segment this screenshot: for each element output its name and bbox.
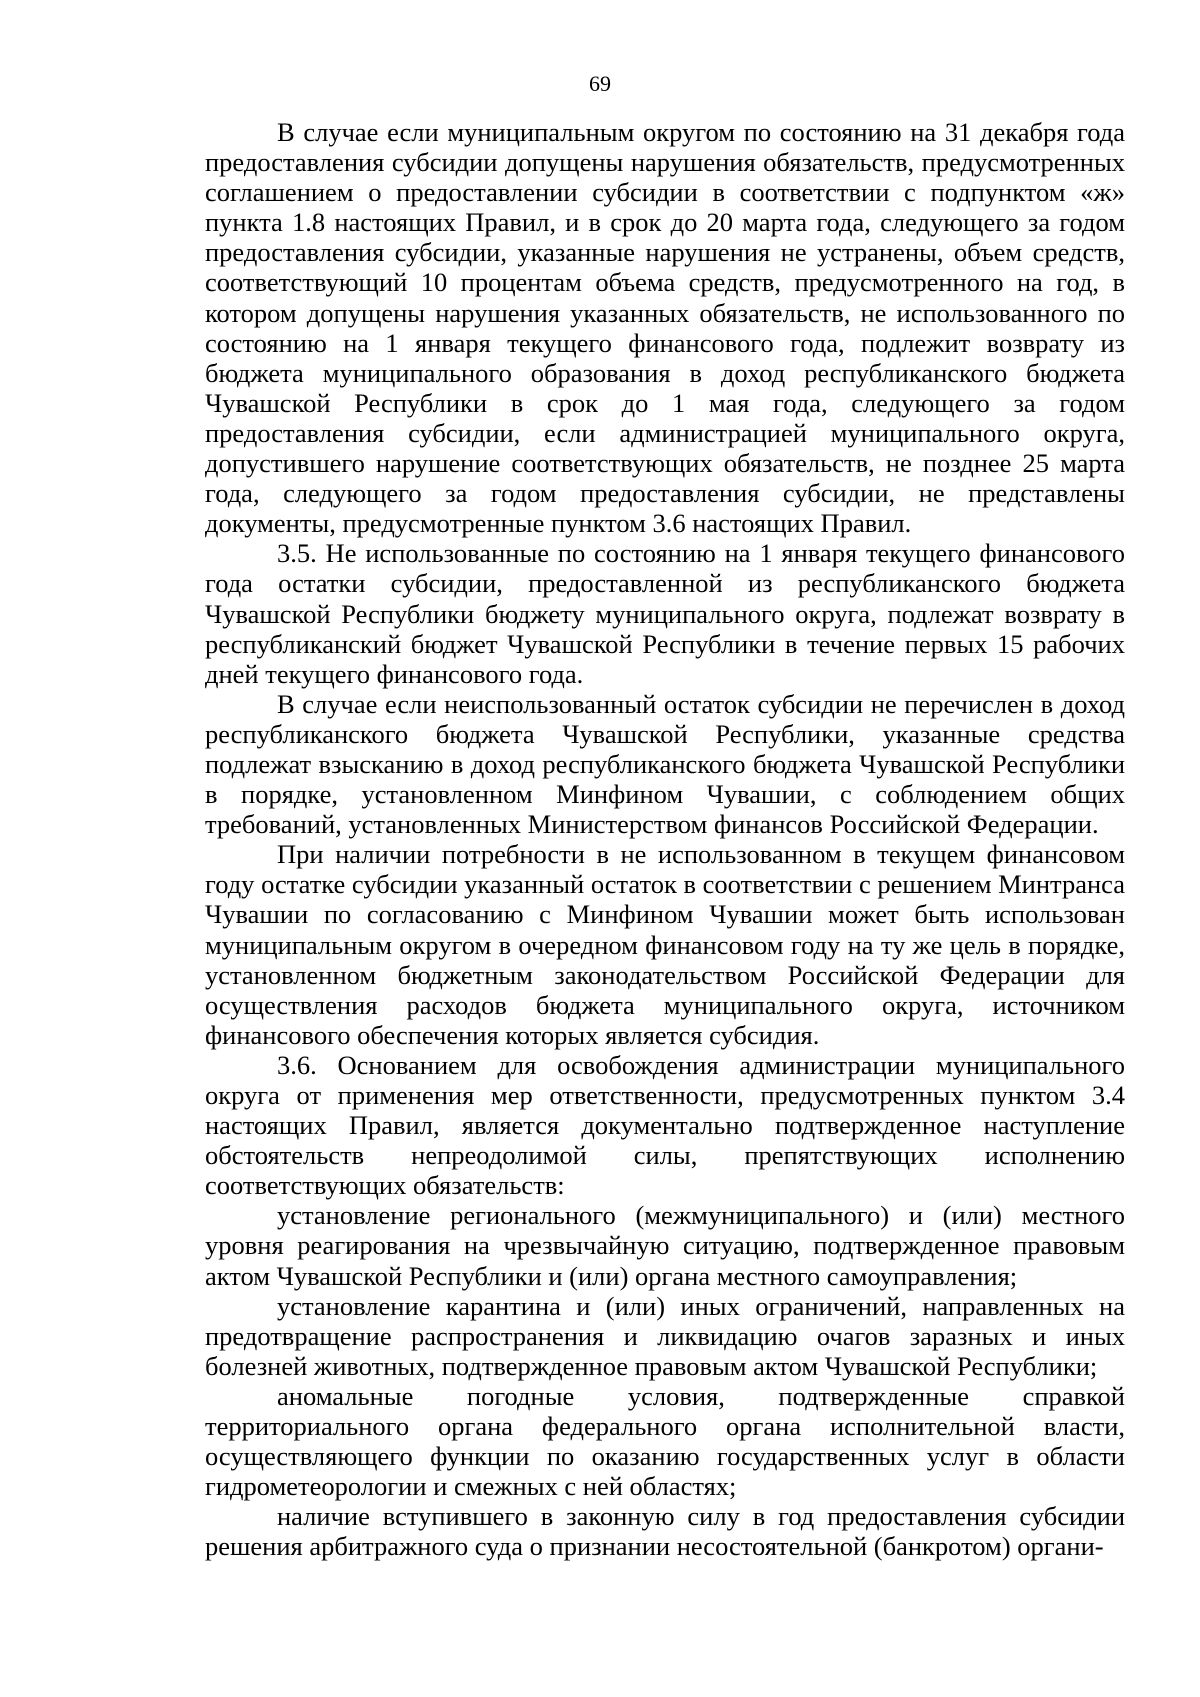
paragraph-3-6: 3.6. Основанием для освобождения администрации муниципального округа от применения мер ответственности, предусмотренных пунктом 3.4 настоящих Правил, является документально подтвержденное наступление обстоятельств непреодолимой силы, препятствующих исполнению соответствующих обязательств: xyxy=(205,1049,1125,1201)
paragraph-balance-usage: При наличии потребности в не использованном в текущем финансовом году остатке субсидии указанный остаток в соответствии с решением Минтранса Чувашии по согласованию с Минфином Чувашии может быть использован муниципальным округом в очередном финансовом году на ту же цель в порядке, установленном бюджетным законодательством Российской Федерации для осуществления расходов бюджета муниципального округа, источником финансового обеспечения которых является субсидия. xyxy=(205,839,1125,1050)
list-item-weather: аномальные погодные условия, подтвержденные справкой территориального органа федерального органа исполнительной власти, осуществляющего функции по оказанию государственных услуг в области гидрометеорологии и смежных с ней областях; xyxy=(205,1380,1125,1502)
list-item-emergency: установление регионального (межмуниципального) и (или) местного уровня реагирования на чрезвычайную ситуацию, подтвержденное правовым актом Чувашской Республики и (или) органа местного самоуправления; xyxy=(205,1200,1125,1291)
list-item-quarantine: установление карантина и (или) иных ограничений, направленных на предотвращение распространения и ликвидацию очагов заразных и иных болезней животных, подтвержденное правовым актом Чувашской Республики; xyxy=(205,1290,1125,1381)
paragraph-violation-return: В случае если муниципальным округом по состоянию на 31 декабря года предоставления субсидии допущены нарушения обязательств, предусмотренных соглашением о предоставлении субсидии в соответствии с подпунктом «ж» пункта 1.8 настоящих Правил, и в срок до 20 марта года, следующего за годом предоставления субсидии, указанные нарушения не устранены, объем средств, соответствующий 10 процентам объема средств, предусмотренного на год, в котором допущены нарушения указанных обязательств, не использованного по состоянию на 1 января текущего финансового года, подлежит возврату из бюджета муниципального образования в доход республиканского бюджета Чувашской Республики в срок до 1 мая года, следующего за годом предоставления субсидии, если администрацией муниципального округа, допустившего нарушение соответствующих обязательств, не позднее 25 марта года, следующего за годом предоставления субсидии, не представлены документы, предусмотренные пунктом 3.6 настоящих Правил. xyxy=(205,117,1125,539)
document-body xyxy=(205,117,1125,1562)
paragraph-3-5: 3.5. Не использованные по состоянию на 1 января текущего финансового года остатки субсидии, предоставленной из республиканского бюджета Чувашской Республики бюджету муниципального округа, подлежат возврату в республиканский бюджет Чувашской Республики в течение первых 15 рабочих дней текущего финансового года. xyxy=(205,538,1125,689)
paragraph-unreturned-balance: В случае если неиспользованный остаток субсидии не перечислен в доход республиканского бюджета Чувашской Республики, указанные средства подлежат взысканию в доход республиканского бюджета Чувашской Республики в порядке, установленном Минфином Чувашии, с соблюдением общих требований, установленных Министерством финансов Российской Федерации. xyxy=(205,688,1125,840)
list-item-bankruptcy: наличие вступившего в законную силу в год предоставления субсидии решения арбитражного суда о признании несостоятельной (банкротом) органи- xyxy=(205,1501,1125,1562)
page-number: 69 xyxy=(589,71,611,96)
